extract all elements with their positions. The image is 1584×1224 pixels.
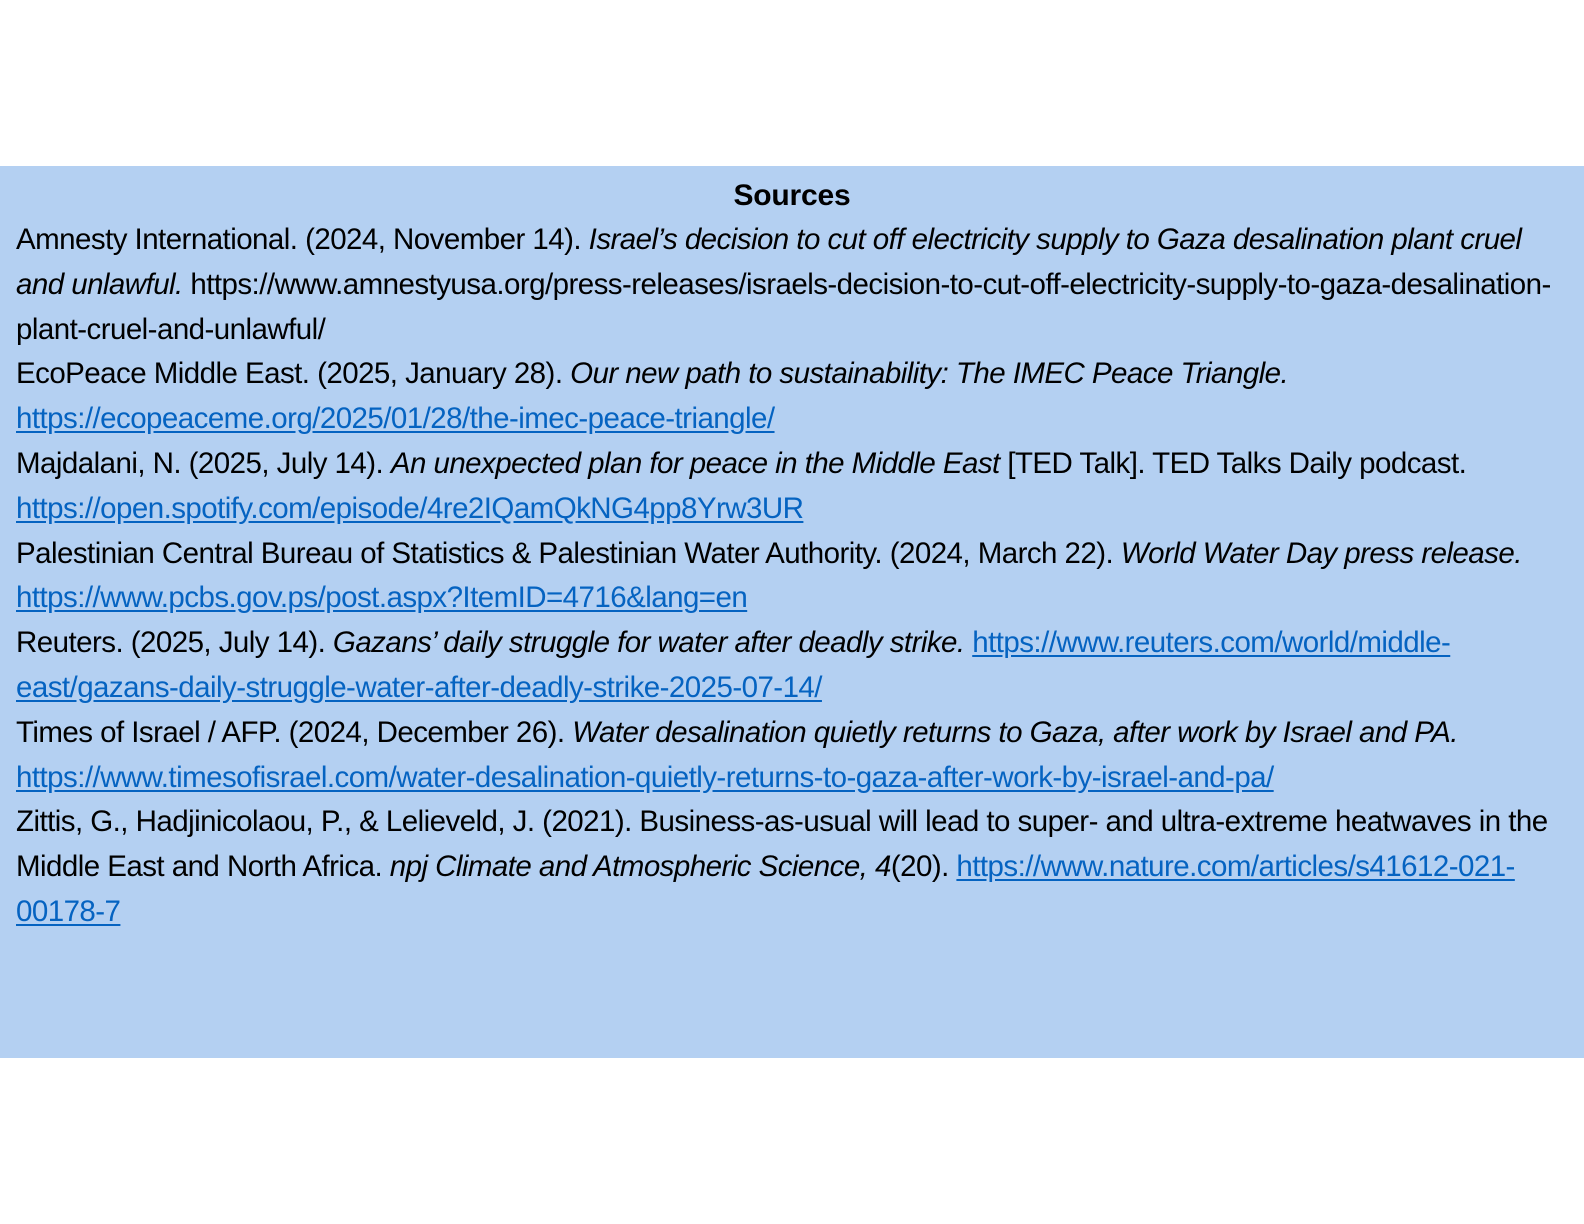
sources-title: Sources: [733, 179, 851, 212]
reference-issue: (20).: [890, 850, 957, 884]
reference-zittis: [16, 800, 1568, 934]
reference-author-date: Amnesty International. (2024, November 14).: [16, 223, 589, 256]
reference-link[interactable]: https://open.spotify.com/episode/4re2IQamQkNG4pp8Yrw3UR: [16, 491, 804, 525]
reference-link[interactable]: https://www.pcbs.gov.ps/post.aspx?ItemID=4716&lang=en: [16, 581, 748, 615]
reference-author-date: Majdalani, N. (2025, July 14).: [16, 446, 391, 480]
reference-author-date: Times of Israel / AFP. (2024, December 26).: [16, 715, 573, 749]
reference-link[interactable]: https://ecopeaceme.org/2025/01/28/the-imec-peace-triangle/: [16, 402, 775, 436]
reference-url-text: https://www.amnestyusa.org/press-releases/israels-decision-to-cut-off-electricity-supply-to-gaza-desalination-plant-cruel-and-unlawful/: [16, 267, 1551, 346]
reference-link[interactable]: https://www.timesofisrael.com/water-desalination-quietly-returns-to-gaza-after-work-by-israel-and-pa/: [16, 760, 1274, 794]
reference-ecopeace: [16, 352, 1568, 442]
reference-author-date: EcoPeace Middle East. (2025, January 28).: [16, 357, 571, 391]
reference-title: Israel’s decision to cut off electricity supply to Gaza desalination plant cruel and unlawful.: [16, 223, 1522, 301]
reference-pcbs: [16, 532, 1568, 622]
reference-author-date: Reuters. (2025, July 14).: [16, 626, 333, 660]
reference-amnesty: [16, 218, 1568, 352]
reference-title: Gazans’ daily struggle for water after deadly strike.: [332, 626, 965, 660]
reference-times-of-israel: [16, 711, 1568, 801]
reference-journal: npj Climate and Atmospheric Science, 4: [389, 850, 891, 884]
reference-title: An unexpected plan for peace in the Middle East: [390, 446, 1000, 480]
reference-reuters: [16, 621, 1568, 711]
reference-title: Our new path to sustainability: The IMEC Peace Triangle.: [570, 357, 1289, 391]
reference-source: [TED Talk]. TED Talks Daily podcast.: [999, 446, 1467, 480]
reference-list: [16, 218, 1568, 935]
reference-author-date-title: Zittis, G., Hadjinicolaou, P., & Lelieveld, J. (2021). Business-as-usual will lead to super- and ultra-extreme heatwaves in the Middle East and North Africa.: [16, 805, 1548, 884]
reference-link[interactable]: https://www.reuters.com/world/middle-east/gazans-daily-struggle-water-after-deadly-strike-2025-07-14/: [16, 626, 1451, 704]
reference-title: World Water Day press release.: [1120, 536, 1522, 570]
reference-link[interactable]: https://www.nature.com/articles/s41612-021-00178-7: [16, 850, 1515, 928]
sources-panel: [0, 166, 1584, 1058]
reference-author-date: Palestinian Central Bureau of Statistics & Palestinian Water Authority. (2024, March 22).: [16, 536, 1121, 570]
reference-majdalani: [16, 442, 1568, 532]
reference-title: Water desalination quietly returns to Gaza, after work by Israel and PA.: [572, 715, 1458, 749]
